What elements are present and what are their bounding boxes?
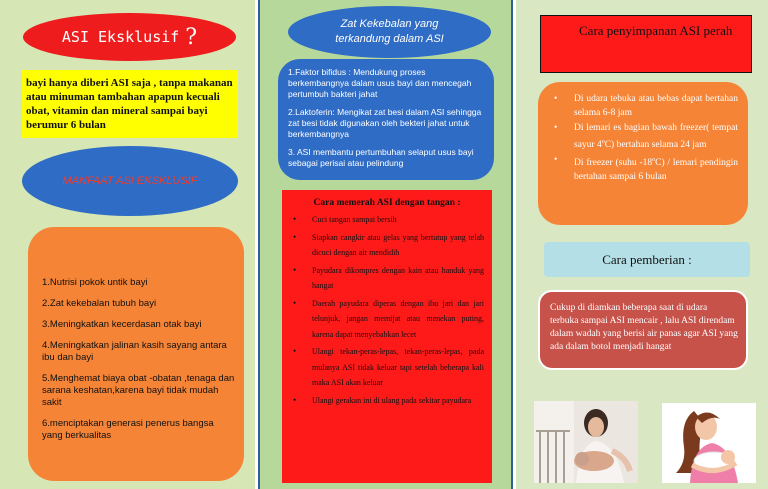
list-item: • Cuci tangan sampai bersih — [290, 212, 484, 228]
zat-heading-line2: terkandung dalam ASI — [335, 33, 444, 45]
zat-list-box — [278, 59, 494, 180]
penyimpanan-heading: Cara penyimpanan ASI perah — [579, 23, 733, 38]
breastfeeding-photo-image — [534, 401, 638, 483]
page-title: ASI Eksklusif — [61, 28, 180, 46]
zat-heading-line1: Zat Kekebalan yang — [340, 18, 439, 30]
list-item: 3. ASI membantu pertumbuhan selaput usus bayi sebagai perisai atau pelindung — [288, 147, 474, 168]
list-item: • Di freezer (suhu -18$^o$C) / lemari pendingin bertahan sampai 6 bulan — [548, 153, 738, 184]
definition-text: bayi hanya diberi ASI saja , tanpa makanan atau minuman tambahan apapun kecuali obat, vitamin dan mineral sampai bayi berumur 6 bulan — [26, 77, 233, 131]
breastfeeding-illustration-image — [662, 403, 756, 483]
title-question-mark: ? — [185, 24, 198, 50]
left-panel — [0, 0, 255, 489]
list-item: 2.Laktoferin: Mengikat zat besi dalam ASI sehingga zat besi tidak digunakan oleh bekteri jahat untuk berkembangnya — [288, 107, 482, 139]
pemberian-text: Cukup di diamkan beberapa saat di udara terbuka sampai ASI mencair , lalu ASI direndam dalam wadah yang berisi air panas agar ASI yang ada dalam botol menjadi hangat — [550, 303, 738, 352]
list-item: • Payudara dikompres dengan kain atau handuk yang hangat — [290, 263, 484, 294]
penyimpanan-list — [548, 92, 738, 184]
right-panel — [516, 0, 768, 489]
list-item: 1.Faktor bifidus : Mendukung proses berkembangnya dalam usus bayi dan mencegah pertumbuh bakteri jahat — [288, 67, 472, 99]
pemberian-box — [538, 290, 748, 370]
list-item: 6.menciptakan generasi penerus bangsa yang berkualitas — [42, 418, 214, 441]
definition-box — [22, 70, 238, 138]
list-item: 5.Menghemat biaya obat -obatan ,tenaga dan sarana keshatan,karena bayi tidak mudah sakit — [42, 373, 235, 408]
degree-mark: o — [601, 139, 605, 145]
list-item: • Daerah payudara diperas dengan ibu jari dan jari telunjuk, jangan memijat atau menekan puting, karena dapat menyebabkan lecet — [290, 296, 484, 343]
zat-kekebalan-oval — [288, 6, 491, 58]
memerah-list — [290, 212, 484, 408]
list-item: 4.Meningkatkan jalinan kasih sayang antara ibu dan bayi — [42, 340, 227, 363]
memerah-box — [282, 190, 492, 483]
middle-panel — [258, 0, 513, 489]
list-item: 3.Meningkatkan kecerdasan otak bayi — [42, 319, 202, 330]
list-item: • Di lemari es bagian bawah freezer( tempat sayur 4$^o$C) bertahan selama 24 jam — [548, 121, 738, 152]
list-item: • Ulangi tekan-peras-lepas, tekan-peras-lepas, pada mulanya ASI tidak keluar tapi setelah beberapa kali maka ASI akan keluar — [290, 344, 484, 391]
pemberian-heading: Cara pemberian : — [602, 251, 692, 267]
list-item: • Ulangi gerakan ini di ulang pada sekitar payudara — [290, 393, 484, 409]
list-item: 1.Nutrisi pokok untik bayi — [42, 277, 148, 288]
list-item: 2.Zat kekebalan tubuh bayi — [42, 298, 157, 309]
list-item: • Di udara tebuka atau bebas dapat bertahan selama 6-8 jam — [548, 92, 738, 120]
penyimpanan-box — [538, 82, 748, 225]
breastfeeding-photo — [534, 401, 638, 483]
penyimpanan-heading-box — [540, 15, 752, 73]
manfaat-heading: MANFAAT ASI EKSKLUSIF — [62, 175, 198, 187]
memerah-heading: Cara memerah ASI dengan tangan : — [313, 198, 461, 208]
manfaat-oval — [22, 146, 238, 216]
degree-mark: o — [652, 157, 656, 164]
title-oval — [23, 13, 236, 61]
manfaat-list — [28, 227, 244, 481]
pemberian-heading-bar — [544, 242, 750, 277]
breastfeeding-illustration — [662, 403, 756, 483]
list-item: • Siapkan cangkir atau gelas yang bertutup yang telah dicuci dengan air mendidih — [290, 230, 484, 261]
